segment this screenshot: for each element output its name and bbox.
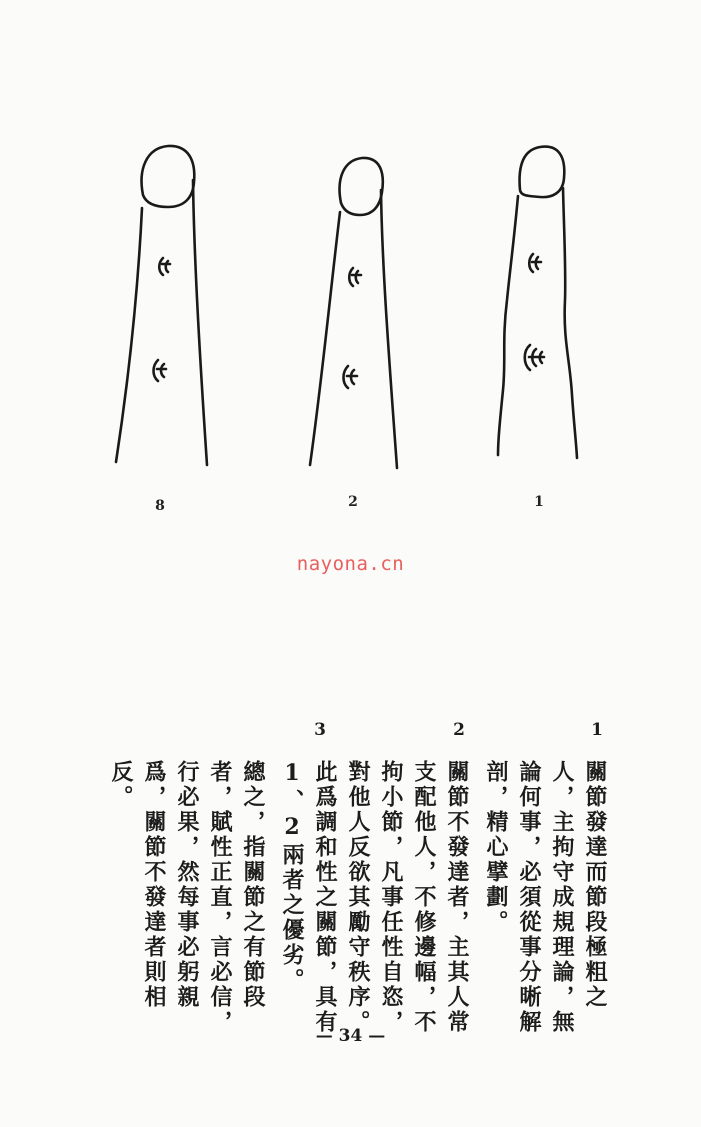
text-column: 剖，精心擘劃。 <box>483 760 509 935</box>
text-column: 總之，指關節之有節段 <box>240 760 266 1010</box>
text-column: 人，主拘守成規理論，無 <box>549 760 575 1035</box>
figure-label-1: 1 <box>534 494 544 510</box>
figure-label-3: 8 <box>155 498 165 514</box>
text-column: 論何事，必須從事分晰解 <box>516 760 542 1035</box>
section-number-1: 1 <box>591 720 603 740</box>
page-number: — 34 — <box>315 1026 386 1046</box>
finger-drawing-1 <box>498 147 577 458</box>
text-column: 此爲調和性之關節，具有 <box>312 760 338 1035</box>
section-number-2: 2 <box>453 720 465 740</box>
finger-drawing-3 <box>116 146 207 465</box>
knuckle-crease-icon <box>344 366 358 388</box>
text-column: 關節發達而節段極粗之 <box>582 760 608 1010</box>
text-column: 拘小節，凡事任性自恣， <box>378 760 404 1035</box>
figure-label-2: 2 <box>348 494 358 510</box>
text-column: 1、2兩者之優劣。 <box>279 760 305 993</box>
knuckle-crease-icon <box>154 360 167 381</box>
text-column: 行必果，然每事必躬親 <box>174 760 200 1010</box>
knuckle-crease-icon <box>525 345 544 370</box>
text-column: 爲，關節不發達者則相 <box>141 760 167 1010</box>
text-column: 反。 <box>108 760 134 810</box>
knuckle-crease-icon <box>159 258 170 275</box>
knuckle-crease-icon <box>349 268 361 286</box>
section-number-3: 3 <box>314 720 326 740</box>
knuckle-crease-icon <box>529 254 541 272</box>
text-column: 支配他人，不修邊幅，不 <box>411 760 437 1035</box>
finger-illustrations <box>0 0 701 540</box>
text-column: 關節不發達者，主其人常 <box>444 760 470 1035</box>
text-column: 對他人反欲其勵守秩序。 <box>345 760 371 1035</box>
text-column: 者，賦性正直，言必信， <box>207 760 233 1035</box>
watermark-text: nayona.cn <box>296 553 405 575</box>
finger-drawing-2 <box>310 158 397 468</box>
